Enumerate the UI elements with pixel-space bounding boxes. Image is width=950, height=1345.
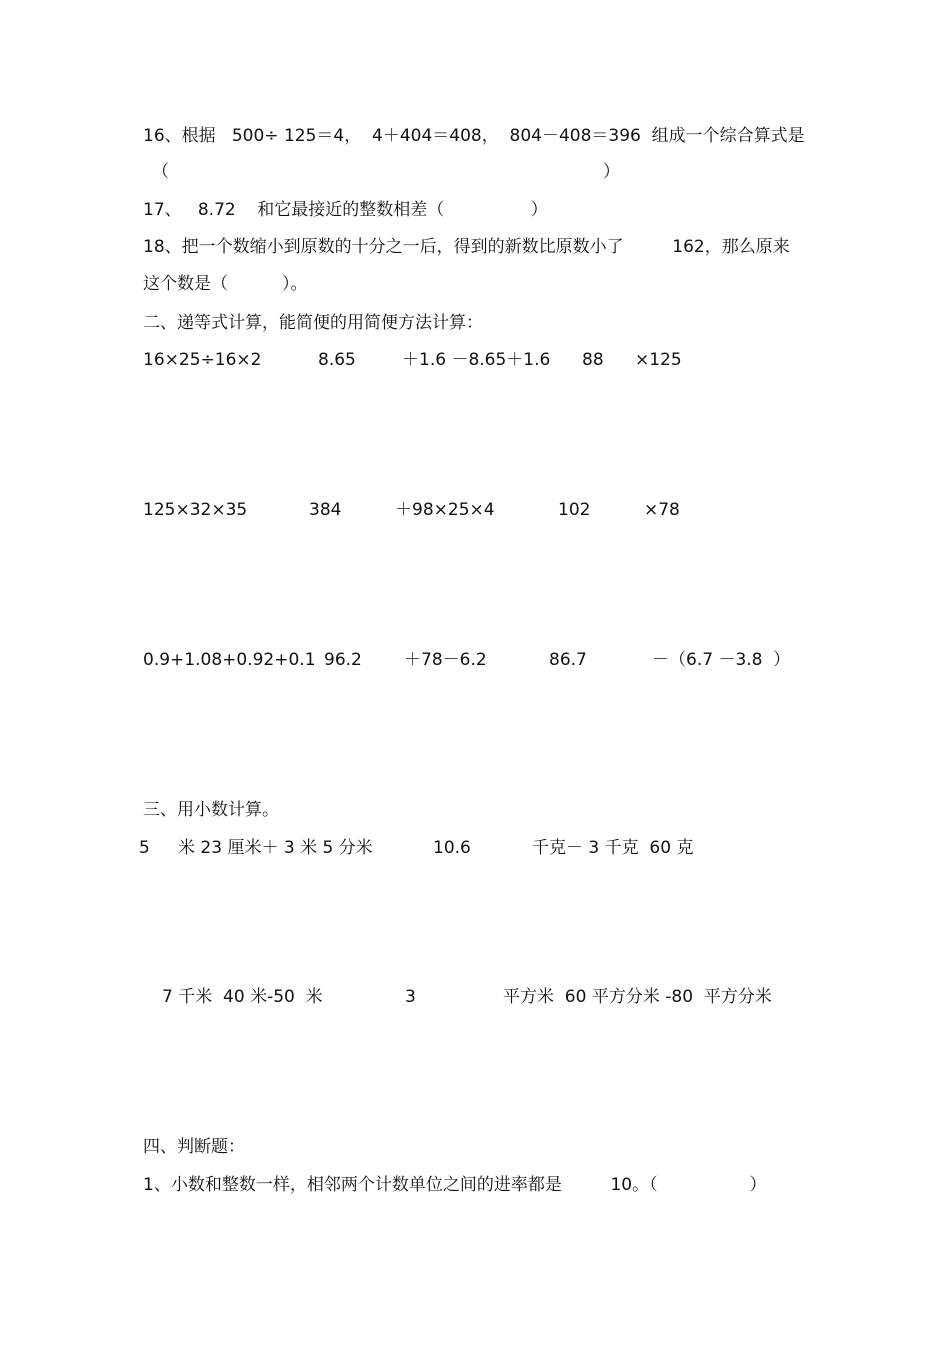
s3-r1-expr1-b: 米 23 厘米＋ 3 米 5 分米 xyxy=(178,838,373,858)
s3-r2-expr1: 7 千米 40 米-50 米 xyxy=(162,987,323,1007)
s2-r1-expr3-b: ×125 xyxy=(635,350,682,370)
q16-answer-open-paren: （ xyxy=(152,162,169,182)
q18-line2: 这个数是（ ）。 xyxy=(143,274,308,294)
q16-answer-close-paren: ） xyxy=(603,162,620,182)
s3-r1-expr2-b: 千克－ 3 千克 60 克 xyxy=(532,838,694,858)
s2-r1-expr2-b: ＋1.6 －8.65＋1.6 xyxy=(402,350,551,370)
s2-r2-expr2-a: 384 xyxy=(309,500,342,520)
section4-title: 四、判断题： xyxy=(143,1137,245,1157)
s2-r1-expr1: 16×25÷16×2 xyxy=(143,350,262,370)
s2-r3-expr2-b: ＋78－6.2 xyxy=(404,650,487,670)
q17-text: 17、 8.72 和它最接近的整数相差（ ） xyxy=(143,200,548,220)
s2-r1-expr2-a: 8.65 xyxy=(318,350,356,370)
s2-r2-expr2-b: ＋98×25×4 xyxy=(395,500,495,520)
s3-r1-expr1-a: 5 xyxy=(139,838,150,858)
s2-r3-expr1: 0.9+1.08+0.92+0.1 xyxy=(143,650,316,670)
s2-r2-expr3-b: ×78 xyxy=(644,500,680,520)
s2-r1-expr3-a: 88 xyxy=(582,350,604,370)
s2-r2-expr1: 125×32×35 xyxy=(143,500,248,520)
s2-r2-expr3-a: 102 xyxy=(558,500,591,520)
s2-r3-expr3-a: 86.7 xyxy=(549,650,587,670)
s3-r2-expr2-a: 3 xyxy=(405,987,416,1007)
s2-r3-expr2-a: 96.2 xyxy=(324,650,362,670)
s3-r1-expr2-a: 10.6 xyxy=(433,838,471,858)
section3-title: 三、用小数计算。 xyxy=(143,800,279,820)
s2-r3-expr3-b: －（6.7 －3.8 ） xyxy=(652,650,791,670)
q16-line1: 16、根据 500÷ 125＝4， 4＋404＝408， 804－408＝396 组成一个综合算式是 xyxy=(143,126,805,146)
q18-line1: 18、把一个数缩小到原数的十分之一后，得到的新数比原数小了 162，那么原来 xyxy=(143,237,790,257)
s3-r2-expr2-b: 平方米 60 平方分米 -80 平方分米 xyxy=(503,987,772,1007)
section2-title: 二、递等式计算，能简便的用简便方法计算： xyxy=(143,313,483,333)
s4-q1-text: 1、小数和整数一样，相邻两个计数单位之间的进率都是 10。（ ） xyxy=(143,1175,767,1195)
